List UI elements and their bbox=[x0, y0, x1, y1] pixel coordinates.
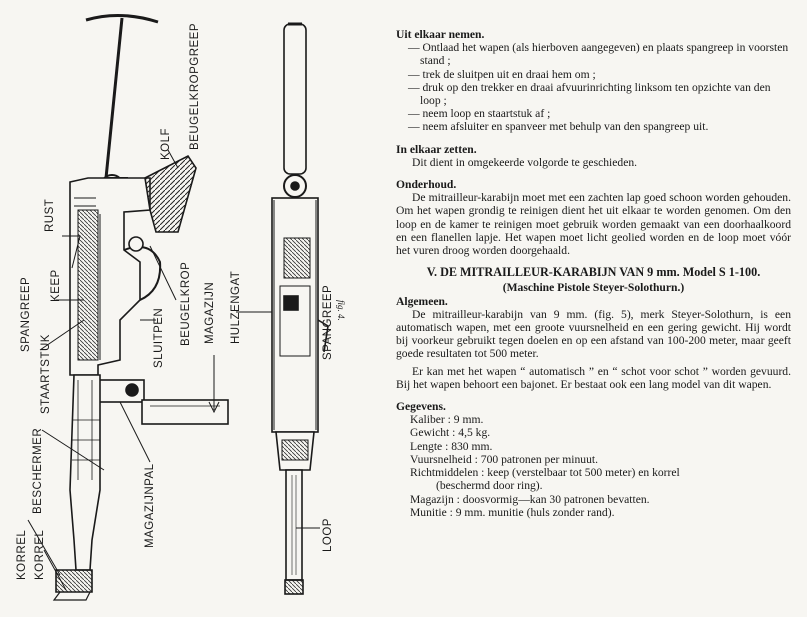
list-item: — druk op den trekker en draai afvuurinrichting linksom ten opzichte van den loop ; bbox=[408, 80, 771, 108]
spec-line: Magazijn : doosvormig—kan 30 patronen bevatten. bbox=[410, 492, 650, 506]
label-beugelkropgreep: BEUGELKROPGREEP bbox=[189, 22, 201, 150]
spec-line: Munitie : 9 mm. munitie (huls zonder rand). bbox=[410, 505, 615, 519]
heading-gegevens: Gegevens. bbox=[396, 400, 446, 414]
heading-algemeen: Algemeen. bbox=[396, 294, 448, 308]
label-keep: KEEP bbox=[50, 269, 62, 302]
heading-uit-elkaar: Uit elkaar nemen. bbox=[396, 28, 485, 41]
paragraph-algemeen-1: De mitrailleur-karabijn van 9 mm. (fig. 5), merk Steyer-Solothurn, is een automatisch wapen, met een groote vuursnelheid en een gering gewicht. Hij wordt bij voorkeur gebruikt tegen doelen en op een afstand van 100-200 meter, maar geeft goede resultaten tot 500 meter. bbox=[396, 307, 791, 361]
heading-onderhoud: Onderhoud. bbox=[396, 178, 457, 192]
label-loop: LOOP bbox=[322, 518, 334, 552]
label-staartstuk: STAARTSTUK bbox=[40, 334, 52, 414]
spec-line: Vuursnelheid : 700 patronen per minuut. bbox=[410, 452, 598, 466]
spec-line: (beschermd door ring). bbox=[436, 479, 543, 493]
list-item: — trek de sluitpen uit en draai hem om ; bbox=[408, 67, 596, 81]
label-rust: RUST bbox=[44, 198, 56, 232]
label-korrel: KORREL bbox=[34, 529, 46, 580]
chapter-title: V. DE MITRAILLEUR-KARABIJN VAN 9 mm. Model S 1-100. bbox=[426, 265, 761, 280]
list-item: — neem afsluiter en spanveer met behulp van den spangreep uit. bbox=[408, 120, 709, 134]
paragraph-in-elkaar: Dit dient in omgekeerde volgorde te geschieden. bbox=[412, 155, 638, 169]
heading-in-elkaar: In elkaar zetten. bbox=[396, 142, 477, 156]
label-spangreep-right: SPANGREEP bbox=[322, 284, 334, 360]
top-view-gun bbox=[236, 24, 328, 594]
label-beschermer: BESCHERMER bbox=[32, 427, 44, 514]
label-spangreep-left: SPANGREEP bbox=[20, 276, 32, 352]
label-magazijn: MAGAZIJN bbox=[204, 281, 216, 344]
label-magazijnpal: MAGAZIJNPAL bbox=[144, 463, 156, 548]
spec-line: Richtmiddelen : keep (verstelbaar tot 500 meter) en korrel bbox=[410, 466, 680, 480]
spec-line: Gewicht : 4,5 kg. bbox=[410, 426, 491, 440]
label-sluitpen: SLUITPEN bbox=[153, 307, 165, 368]
weapon-figure bbox=[0, 0, 380, 617]
label-beugelkrop: BEUGELKROP bbox=[180, 261, 192, 346]
paragraph-algemeen-2: Er kan met het wapen “ automatisch ” en “ schot voor schot ” worden gevuurd. Bij het wapen behoort een bajonet. Er bestaat ook een lang model van dit wapen. bbox=[396, 364, 791, 391]
text-column bbox=[396, 28, 791, 519]
label-hulzengat: HULZENGAT bbox=[230, 270, 242, 344]
spec-line: Lengte : 830 mm. bbox=[410, 439, 493, 453]
label-korrel-beschermer: KORREL bbox=[16, 529, 28, 580]
figure-caption: fig. 4. bbox=[336, 300, 346, 321]
spec-line: Kaliber : 9 mm. bbox=[410, 413, 484, 427]
paragraph-onderhoud: De mitrailleur-karabijn moet met een zachten lap goed schoon worden gehouden. Om het wapen grondig te reinigen dient het uit elkaar te worden genomen. Om den loop en de kamer te reinigen moet gebruik worden gemaakt van een doorhaalkoord en een flanellen lapje. Het wapen moet licht geolied worden en de loop moet vóór het vuren droog worden doorgehaald. bbox=[396, 191, 791, 258]
label-kolf: KOLF bbox=[160, 127, 172, 160]
list-item: — neem loop en staartstuk af ; bbox=[408, 107, 551, 121]
chapter-subtitle: (Maschine Pistole Steyer-Solothurn.) bbox=[502, 281, 685, 295]
list-item: — Ontlaad het wapen (als hierboven aangegeven) en plaats spangreep in voorsten stand ; bbox=[408, 41, 789, 68]
